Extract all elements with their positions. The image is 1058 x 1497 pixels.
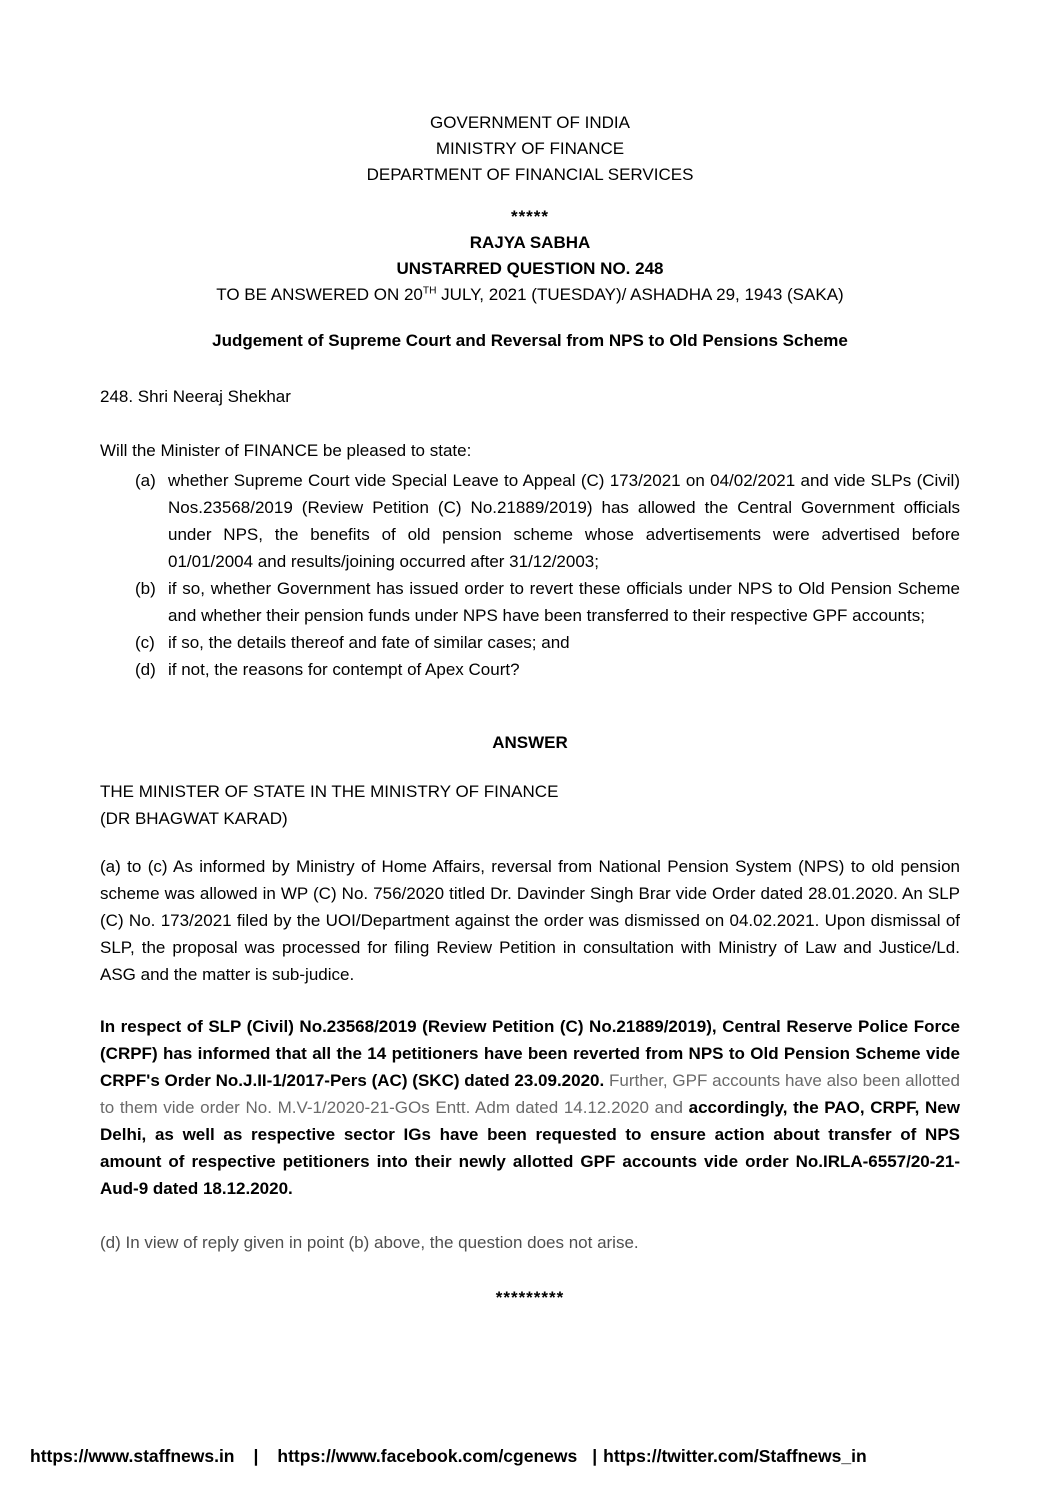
question-item-label: (d) <box>135 660 156 679</box>
question-item-text: if so, the details thereof and fate of similar cases; and <box>168 633 570 652</box>
answer-paragraph-2-segment-2: Further, GPF accounts have also been allotted to them vide order No. M.V-1/2020-21-GOs Entt. Adm dated 14.12.2020 and <box>100 1071 960 1117</box>
department-line: DEPARTMENT OF FINANCIAL SERVICES <box>366 165 694 184</box>
questioner-name: 248. Shri Neeraj Shekhar <box>100 387 291 406</box>
government-line: GOVERNMENT OF INDIA <box>430 113 630 132</box>
question-item-c <box>100 629 960 656</box>
footer-link-facebook[interactable]: https://www.facebook.com/cgenews <box>277 1446 578 1466</box>
answer-paragraph-1: (a) to (c) As informed by Ministry of Home Affairs, reversal from National Pension System (NPS) to old pension scheme was allowed in WP (C) No. 756/2020 titled Dr. Davinder Singh Brar vide Order dated 28.01.2020. An SLP (C) No. 173/2021 filed by the UOI/Department against the order was dismissed on 04.02.2021. Upon dismissal of SLP, the proposal was processed for filing Review Petition in consultation with Ministry of Law and Justice/Ld. ASG and the matter is sub-judice. <box>100 857 960 984</box>
question-item-text: if not, the reasons for contempt of Apex Court? <box>168 660 520 679</box>
session-header <box>100 230 960 308</box>
document-header <box>100 110 960 188</box>
answer-paragraph-2-segment-3: accordingly, the PAO, CRPF, New Delhi, as well as respective sector IGs have been requested to ensure action about transfer of NPS amount of respective petitioners into their newly allotted GPF accounts vide order No.IRLA-6557/20-21-Aud-9 dated 18.12.2020. <box>100 1098 960 1198</box>
ministry-line: MINISTRY OF FINANCE <box>435 139 625 158</box>
answer-heading: ANSWER <box>492 733 568 752</box>
question-intro: Will the Minister of FINANCE be pleased to state: <box>100 441 472 460</box>
footer <box>30 1446 867 1467</box>
minister-name: (DR BHAGWAT KARAD) <box>100 809 288 828</box>
question-item-a <box>100 467 960 575</box>
answer-date-prefix: TO BE ANSWERED ON 20 <box>216 285 423 304</box>
footer-link-staffnews[interactable]: https://www.staffnews.in <box>30 1446 235 1466</box>
answer-paragraph-d: (d) In view of reply given in point (b) above, the question does not arise. <box>100 1233 639 1252</box>
question-item-text: if so, whether Government has issued order to revert these officials under NPS to Old Pension Scheme and whether their pension funds under NPS have been transferred to their respective GPF accounts; <box>168 579 960 625</box>
minister-block <box>100 778 960 832</box>
answer-paragraph-2-segment-1: In respect of SLP (Civil) No.23568/2019 (Review Petition (C) No.21889/2019), Central Reserve Police Force (CRPF) has informed that all the 14 petitioners have been reverted from NPS to Old Pension Scheme vide CRPF's Order No.J.II-1/2017-Pers (AC) (SKC) dated 23.09.2020. <box>100 1017 960 1090</box>
footer-separator: | <box>592 1446 598 1466</box>
question-number: UNSTARRED QUESTION NO. 248 <box>396 259 664 278</box>
closing-stars: ********* <box>495 1288 565 1307</box>
minister-title: THE MINISTER OF STATE IN THE MINISTRY OF FINANCE <box>100 782 559 801</box>
footer-link-twitter[interactable]: https://twitter.com/Staffnews_in <box>603 1446 867 1466</box>
question-item-label: (b) <box>135 579 156 598</box>
question-list <box>100 467 960 683</box>
answer-date-suffix: JULY, 2021 (TUESDAY)/ ASHADHA 29, 1943 (SAKA) <box>436 285 844 304</box>
subject-title: Judgement of Supreme Court and Reversal from NPS to Old Pensions Scheme <box>212 331 848 350</box>
answer-date-line <box>100 282 960 308</box>
answer-date-ordinal: TH <box>422 285 437 297</box>
question-item-label: (a) <box>135 471 156 490</box>
answer-paragraph-2 <box>100 1013 960 1202</box>
question-item-d <box>100 656 960 683</box>
stars-divider: ***** <box>510 207 550 226</box>
house-title: RAJYA SABHA <box>469 233 591 252</box>
footer-separator: | <box>253 1446 259 1466</box>
question-item-label: (c) <box>135 633 155 652</box>
question-item-text: whether Supreme Court vide Special Leave to Appeal (C) 173/2021 on 04/02/2021 and vide SLPs (Civil) Nos.23568/2019 (Review Petition (C) No.21889/2019) has allowed the Central Government officials under NPS, the benefits of old pension scheme whose advertisements were advertised before 01/01/2004 and results/joining occurred after 31/12/2003; <box>168 471 960 571</box>
question-item-b <box>100 575 960 629</box>
